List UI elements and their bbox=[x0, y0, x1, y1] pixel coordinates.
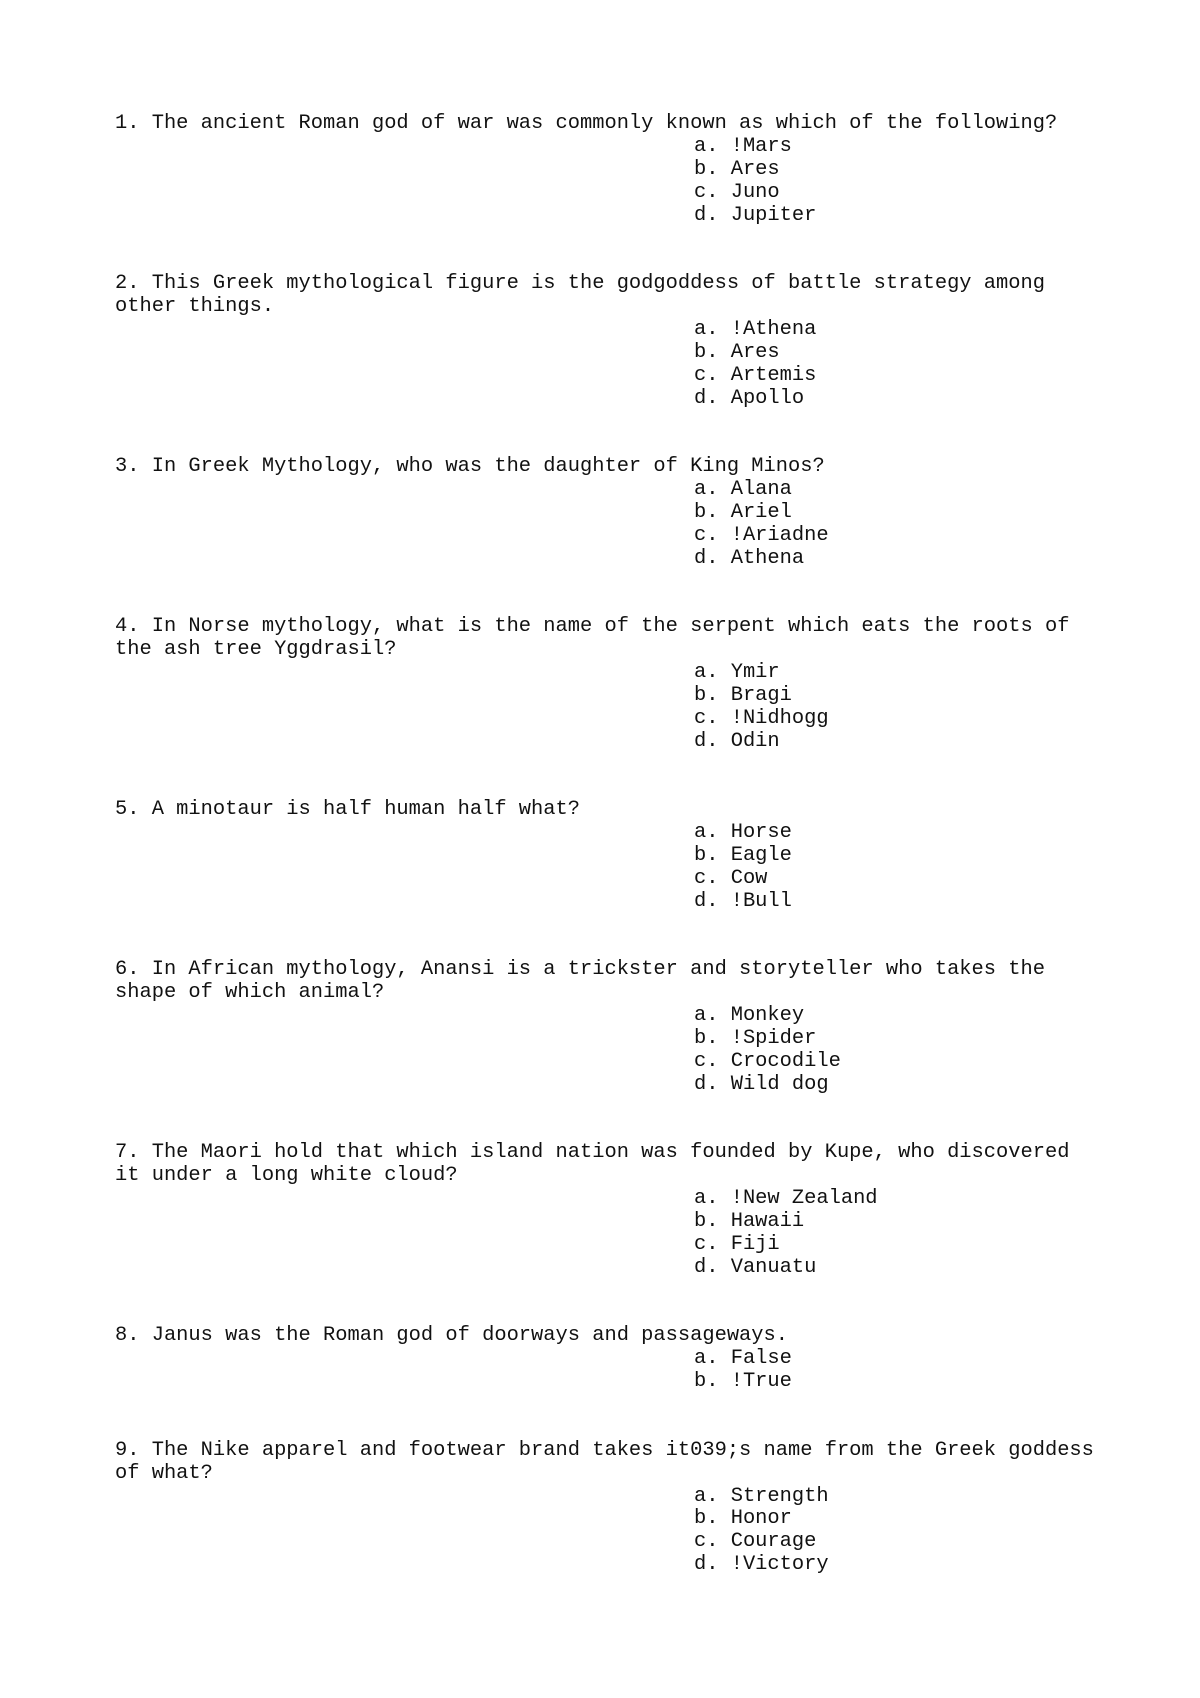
answer-option: c. Courage bbox=[694, 1530, 817, 1554]
answer-option: a. Horse bbox=[694, 821, 792, 845]
question-text: 7. The Maori hold that which island nation was founded by Kupe, who discovered it under a long white cloud? bbox=[115, 1141, 1070, 1188]
question-block bbox=[115, 799, 1094, 913]
answer-option: b. Bragi bbox=[694, 683, 792, 707]
answer-option: b. Eagle bbox=[694, 844, 792, 867]
answer-option: d. !Victory bbox=[694, 1553, 829, 1577]
answer-option: d. Athena bbox=[694, 546, 805, 570]
answer-option: b. Hawaii bbox=[694, 1210, 805, 1233]
question-text: 3. In Greek Mythology, who was the daughter of King Minos? bbox=[115, 455, 825, 479]
answer-option: b. !Spider bbox=[694, 1027, 817, 1050]
answer-option: b. Honor bbox=[694, 1507, 792, 1531]
answer-option: b. !True bbox=[694, 1370, 792, 1394]
question-text: 6. In African mythology, Anansi is a trickster and storyteller who takes the shape of which animal? bbox=[115, 958, 1045, 1005]
answer-option: d. Vanuatu bbox=[694, 1255, 817, 1279]
answer-option: c. Juno bbox=[694, 180, 780, 204]
question-block bbox=[115, 1325, 1094, 1394]
answer-option: a. !Athena bbox=[694, 317, 817, 341]
answer-option: c. !Nidhogg bbox=[694, 706, 829, 730]
answer-option: b. Ariel bbox=[694, 500, 792, 524]
answer-option: c. !Ariadne bbox=[694, 523, 829, 547]
question-text: 5. A minotaur is half human half what? bbox=[115, 798, 580, 822]
answer-option: c. Artemis bbox=[694, 363, 817, 387]
question-block bbox=[115, 113, 1094, 227]
answer-option: d. Apollo bbox=[694, 386, 805, 410]
question-text: 1. The ancient Roman god of war was commonly known as which of the following? bbox=[115, 112, 1058, 135]
question-block bbox=[115, 1142, 1094, 1279]
answer-option: c. Fiji bbox=[694, 1232, 780, 1256]
answer-option: a. Ymir bbox=[694, 661, 780, 684]
question-text: 2. This Greek mythological figure is the godgoddess of battle strategy among other things. bbox=[115, 272, 1045, 318]
question-block bbox=[115, 959, 1094, 1096]
answer-option: b. Ares bbox=[694, 157, 780, 181]
question-block bbox=[115, 273, 1094, 410]
answer-option: d. Odin bbox=[694, 729, 780, 753]
question-block bbox=[115, 616, 1094, 753]
answer-option: b. Ares bbox=[694, 340, 780, 364]
quiz-document bbox=[115, 113, 1094, 1623]
question-text: 9. The Nike apparel and footwear brand takes it039;s name from the Greek goddess of what? bbox=[115, 1438, 1094, 1485]
answer-option: c. Crocodile bbox=[694, 1049, 841, 1073]
answer-option: a. False bbox=[694, 1347, 792, 1371]
question-block bbox=[115, 1440, 1094, 1577]
answer-option: d. !Bull bbox=[694, 889, 792, 913]
question-text: 4. In Norse mythology, what is the name of the serpent which eats the roots of the ash tree Yggdrasil? bbox=[115, 615, 1070, 662]
answer-option: a. Alana bbox=[694, 478, 792, 501]
answer-option: d. Wild dog bbox=[694, 1072, 829, 1096]
answer-option: a. !New Zealand bbox=[694, 1187, 878, 1211]
question-block bbox=[115, 456, 1094, 570]
answer-option: c. Cow bbox=[694, 866, 768, 890]
answer-option: a. Monkey bbox=[694, 1004, 805, 1028]
answer-option: d. Jupiter bbox=[694, 203, 817, 227]
answer-option: a. !Mars bbox=[694, 134, 792, 158]
question-text: 8. Janus was the Roman god of doorways and passageways. bbox=[115, 1324, 789, 1348]
answer-option: a. Strength bbox=[694, 1484, 829, 1508]
